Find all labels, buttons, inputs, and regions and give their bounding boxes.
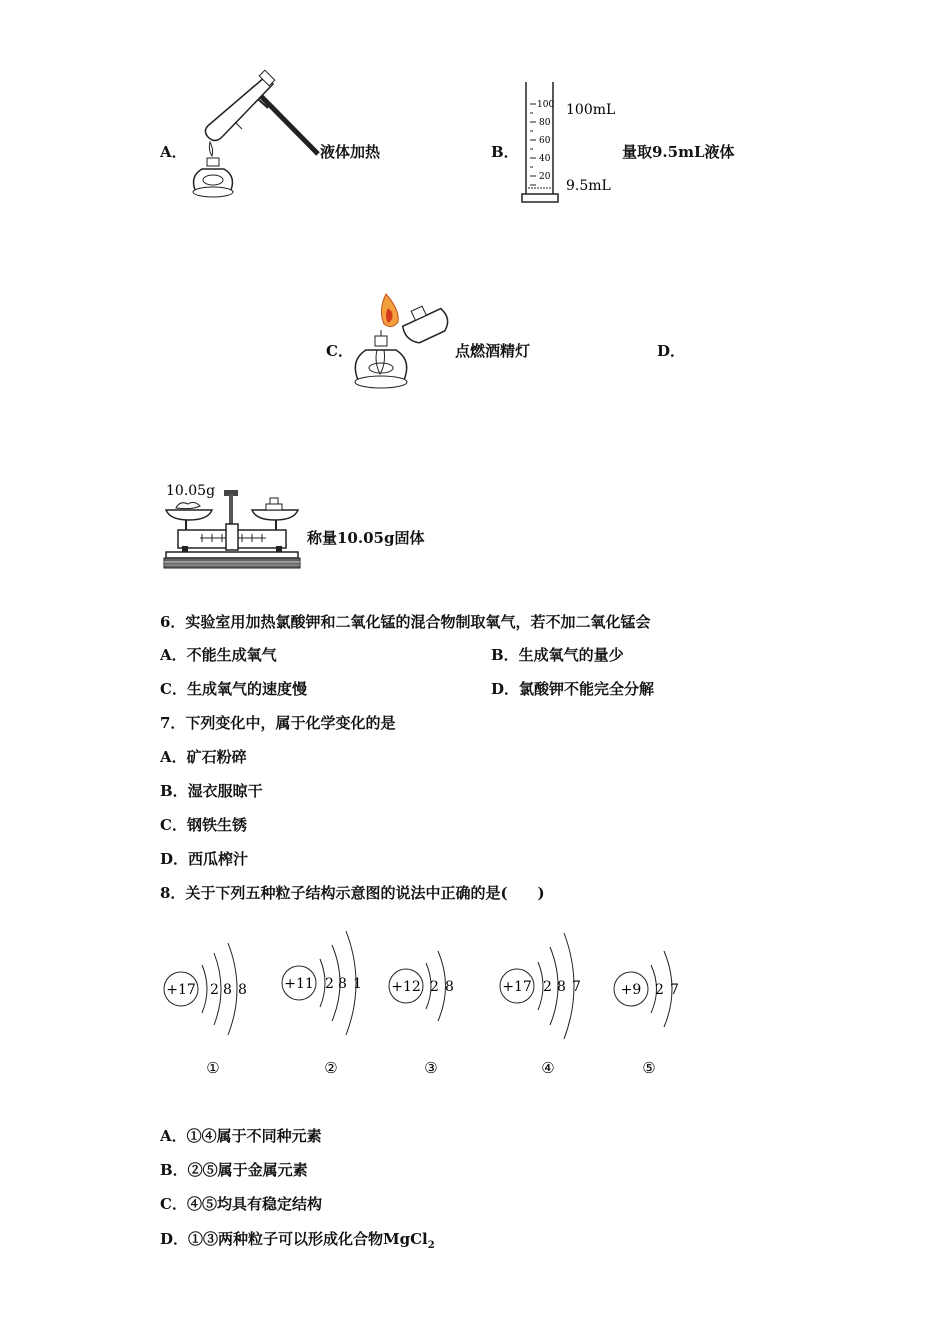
option-a-letter: A． (160, 143, 187, 161)
balance-label-10-05g: 10.05g (166, 483, 216, 499)
q7-option-b: B．湿衣服晾干 (160, 782, 263, 800)
particle-2-shell-1: 2 (325, 976, 334, 992)
q8-option-c: C．④⑤均具有稳定结构 (160, 1195, 322, 1213)
particle-3-label: ③ (424, 1059, 438, 1077)
q7-option-d: D．西瓜榨汁 (160, 850, 249, 868)
q6-stem: 6．实验室用加热氯酸钾和二氧化锰的混合物制取氧气，若不加二氧化锰会 (160, 613, 651, 631)
particle-4-shell-3: 7 (572, 979, 581, 995)
option-b-text: 量取9.5mL液体 (622, 143, 735, 161)
q6-option-c: C．生成氧气的速度慢 (160, 680, 307, 698)
particle-4 (500, 933, 581, 1077)
q8-option-d (160, 1228, 435, 1251)
particle-structure-diagrams (150, 925, 710, 1085)
q7-stem: 7．下列变化中，属于化学变化的是 (160, 714, 396, 732)
q7-option-a: A．矿石粉碎 (160, 748, 247, 766)
q8-option-b: B．②⑤属于金属元素 (160, 1161, 308, 1179)
particle-4-nucleus: +17 (502, 979, 532, 995)
q6-option-d: D．氯酸钾不能完全分解 (491, 680, 655, 698)
particle-2-nucleus: +11 (284, 976, 314, 992)
cylinder-tick-40: 40 (539, 154, 551, 164)
particle-1-shell-2: 8 (223, 982, 232, 998)
particle-4-shell-1: 2 (543, 979, 552, 995)
cylinder-tick-20: 20 (539, 172, 551, 182)
option-c-text: 点燃酒精灯 (455, 342, 531, 360)
option-b-letter: B． (491, 143, 519, 161)
cylinder-tick-100: 100 (537, 100, 555, 110)
particle-1-label: ① (206, 1059, 220, 1077)
option-a-text: 液体加热 (320, 143, 381, 161)
particle-1-shell-3: 8 (238, 982, 247, 998)
option-d-letter: D． (657, 342, 686, 360)
particle-2-shell-3: 1 (353, 976, 362, 992)
cylinder-tick-60: 60 (539, 136, 551, 146)
particle-5-label: ⑤ (642, 1059, 656, 1077)
option-c-letter: C． (326, 342, 353, 360)
test-tube-heating-illustration (190, 72, 320, 207)
q8-option-d-text: D．①③两种粒子可以形成化合物 (160, 1230, 384, 1248)
particle-1-shell-1: 2 (210, 982, 219, 998)
cylinder-tick-80: 80 (539, 118, 551, 128)
particle-2-shell-2: 8 (338, 976, 347, 992)
q8-option-d-subscript: 2 (427, 1240, 435, 1251)
particle-5 (614, 951, 679, 1077)
particle-3-shell-2: 8 (445, 979, 454, 995)
q8-option-d-formula: MgCl (383, 1230, 428, 1248)
particle-5-shell-2: 7 (670, 982, 679, 998)
lighting-alcohol-lamp-illustration (352, 290, 452, 400)
q8-option-a: A．①④属于不同种元素 (160, 1127, 322, 1145)
particle-5-nucleus: +9 (620, 982, 642, 998)
q6-option-b: B．生成氧气的量少 (491, 646, 624, 664)
particle-1-nucleus: +17 (166, 982, 196, 998)
cylinder-label-9-5ml: 9.5mL (566, 178, 611, 194)
measuring-cylinder-illustration (520, 82, 620, 207)
balance-illustration (162, 480, 302, 580)
particle-1 (164, 943, 247, 1077)
q8-stem: 8．关于下列五种粒子结构示意图的说法中正确的是( ) (160, 884, 545, 902)
particle-2-label: ② (324, 1059, 338, 1077)
q7-option-c: C．钢铁生锈 (160, 816, 247, 834)
particle-4-shell-2: 8 (557, 979, 566, 995)
particle-3-nucleus: +12 (391, 979, 421, 995)
particle-5-shell-1: 2 (655, 982, 664, 998)
particle-3-shell-1: 2 (430, 979, 439, 995)
q6-option-a: A．不能生成氧气 (160, 646, 277, 664)
cylinder-label-100ml: 100mL (566, 102, 616, 118)
particle-4-label: ④ (541, 1059, 555, 1077)
option-d-text: 称量10.05g固体 (307, 529, 425, 547)
particle-3 (389, 951, 454, 1077)
particle-2 (282, 931, 362, 1077)
